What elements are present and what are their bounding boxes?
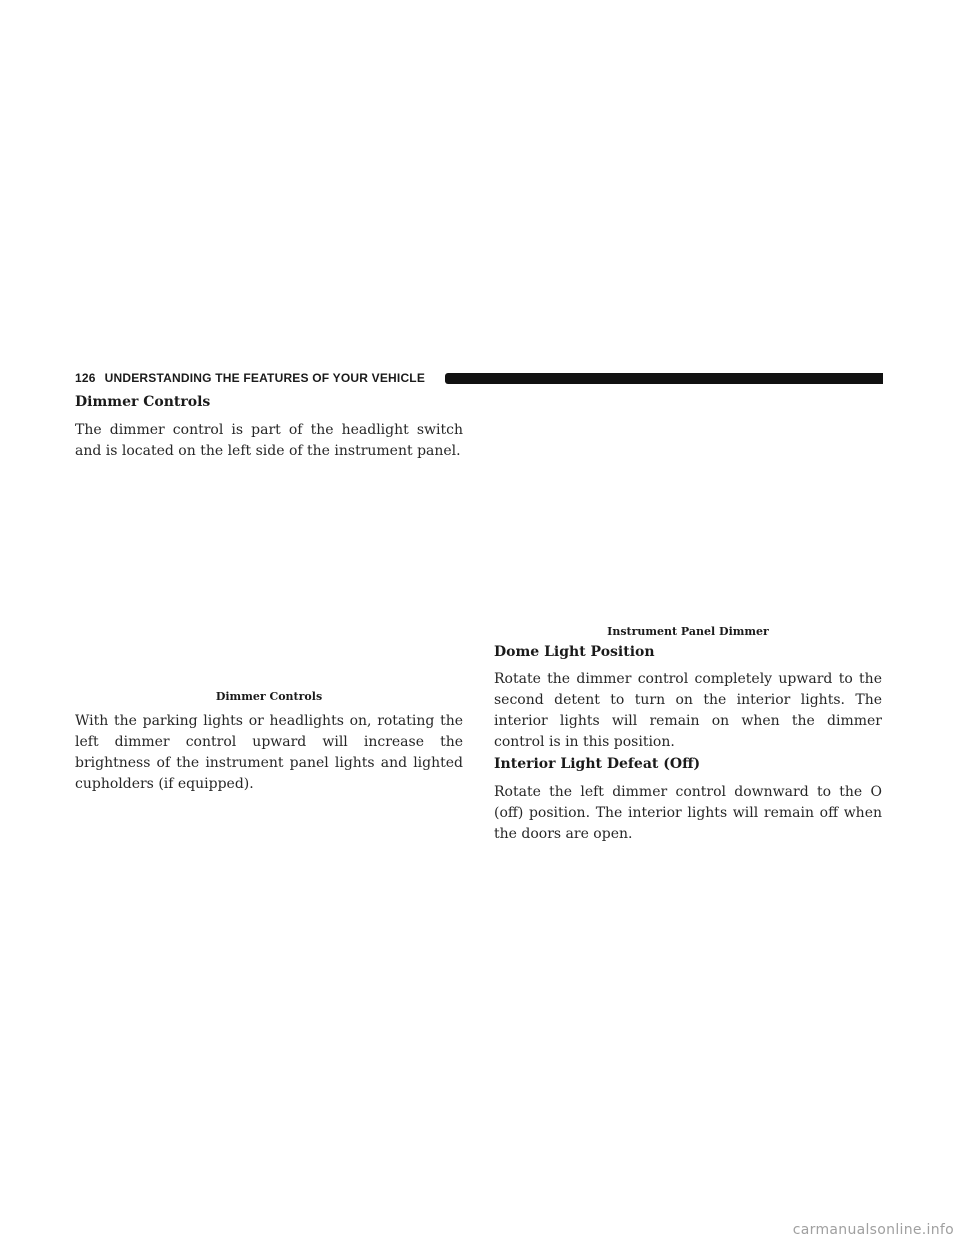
dimmer-intro-paragraph: The dimmer control is part of the headlight switch and is located on the left side of the instrument panel. bbox=[75, 422, 463, 459]
dome-light-paragraph: Rotate the dimmer control completely upward to the second detent to turn on the interior lights. The interior lights will remain on when the dimmer control is in this position. bbox=[494, 671, 882, 750]
heading-dimmer-controls: Dimmer Controls bbox=[75, 394, 211, 410]
page-number: 126 bbox=[75, 371, 96, 385]
dimmer-controls-figure bbox=[75, 470, 463, 680]
running-header bbox=[75, 370, 425, 386]
heading-dome-light-position: Dome Light Position bbox=[494, 644, 655, 660]
watermark: carmanualsonline.info bbox=[792, 1222, 954, 1238]
dimmer-controls-caption: Dimmer Controls bbox=[215, 690, 323, 703]
page-header bbox=[75, 370, 883, 386]
dimmer-body-paragraph: With the parking lights or headlights on, rotating the left dimmer control upward will increase the brightness of the instrument panel lights and lighted cupholders (if equipped). bbox=[75, 713, 463, 792]
interior-light-defeat-paragraph: Rotate the left dimmer control downward to the O (off) position. The interior lights will remain off when the doors are open. bbox=[494, 784, 882, 842]
header-rule bbox=[445, 373, 883, 384]
instrument-panel-dimmer-figure bbox=[494, 400, 882, 615]
instrument-panel-dimmer-caption: Instrument Panel Dimmer bbox=[607, 625, 769, 638]
heading-interior-light-defeat: Interior Light Defeat (Off) bbox=[494, 756, 701, 772]
section-title: UNDERSTANDING THE FEATURES OF YOUR VEHICLE bbox=[104, 371, 426, 385]
